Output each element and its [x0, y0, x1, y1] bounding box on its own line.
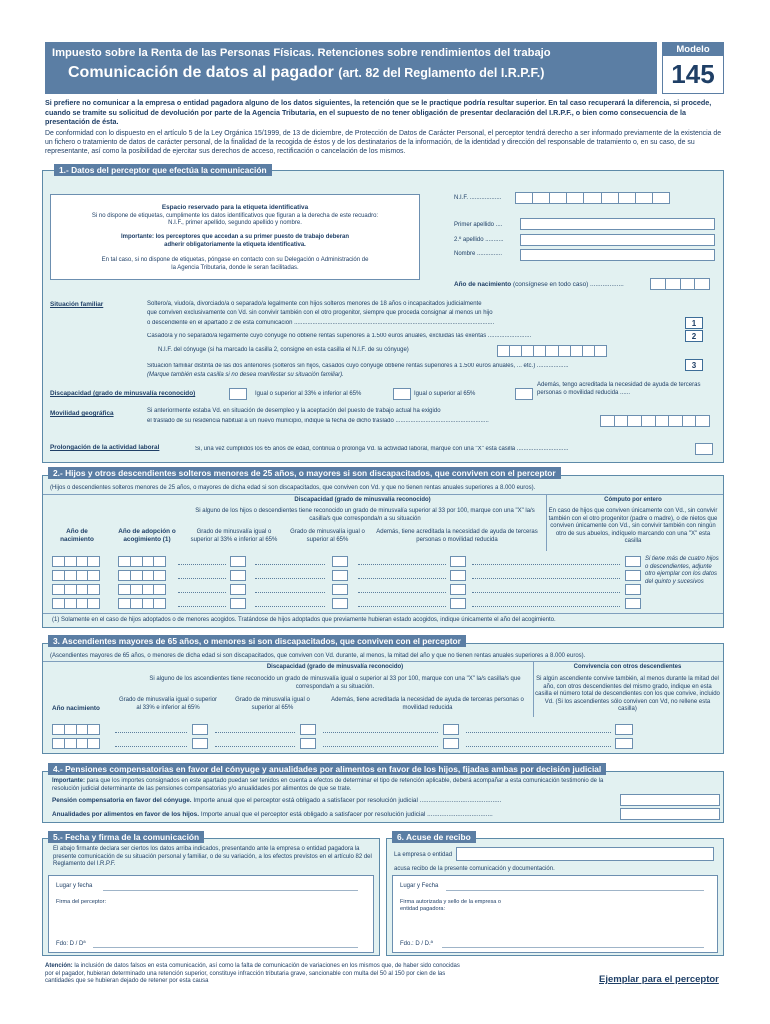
label-box-line2: N.I.F., primer apellido, segundo apellido y nombre. — [168, 220, 302, 226]
s2-disc-head: Discapacidad (grado de minusvalía reconocido) — [294, 497, 431, 503]
discapacidad-33-label: Igual o superior al 33% e inferior al 65% — [255, 391, 362, 397]
s6-fdo-label: Fdo.: D / D.ª — [400, 941, 433, 947]
s4-pension-text: Importe anual que el perceptor está obligado a satisfacer por resolución judicial .............................................. — [193, 797, 502, 804]
s2-disc65-dots — [255, 564, 325, 565]
s6-lugar-line[interactable] — [446, 890, 704, 891]
s3-ayuda-checkbox[interactable] — [443, 738, 459, 749]
intro-lopd: De conformidad con lo dispuesto en el artículo 5 de la Ley Orgánica 15/1999, de 13 de diciembre, de Protección de Datos de Carácter Personal, el perceptor tendrá derecho a ser informado previamente de la existencia de un fichero o tratamiento de datos de carácter personal, de la finalidad de la recogida de éstos y de los destinatarios de la información, de la identidad y dirección del responsable de tratamiento o, en su caso, de su representante, así como la posibilidad de ejercitar sus derechos de acceso, rectificación o cancelación de los mismos. — [45, 130, 722, 155]
s2-disc33-dots — [178, 592, 226, 593]
s5-fdo-line[interactable] — [93, 947, 358, 948]
s6-firma-label: Firma autorizada y sello de la empresa o entidad pagadora: — [400, 899, 502, 912]
label-box-important: Importante: los perceptores que accedan a su primer puesto de trabajo deberan adherir obligatoriamente la etiqueta identificativa. — [120, 234, 350, 248]
situacion-3-line1: Situación familiar distinta de las dos anteriores (solteros sin hijos, casados cuyo cónyuge obtiene rentas superiores a 1.500 euros anuales, ... etc.) ................... — [147, 363, 569, 369]
nacimiento-input[interactable] — [650, 278, 710, 290]
s2-disc65-dots — [255, 592, 325, 593]
nacimiento-hint: (consígnese en todo caso) ................... — [512, 281, 624, 288]
discapacidad-ayuda-checkbox[interactable] — [515, 388, 533, 400]
primer-apellido-input[interactable] — [520, 218, 715, 230]
section-1-title: 1.- Datos del perceptor que efectúa la comunicación — [54, 164, 272, 176]
s2-disc33-dots — [178, 564, 226, 565]
s5-fdo-label: Fdo: D / Dª — [56, 941, 86, 947]
situacion-1-line1: Soltero/a, viudo/a, divorciado/a o separado/a legalmente con hijos solteros menores de 18 años o incapacitados judicialmente — [147, 301, 482, 307]
discapacidad-ayuda-label: Además, tengo acreditada la necesidad de ayuda de terceras personas o movilidad reducida ...... — [537, 382, 701, 396]
nombre-input[interactable] — [520, 249, 715, 261]
anualidades-alimentos-input[interactable] — [620, 808, 720, 820]
s3-ayuda-dots — [323, 746, 438, 747]
label-box-line1: Si no dispone de etiquetas, cumplimente los datos identificativos que figuran a la derecha de este recuadro: — [91, 213, 379, 219]
footer-atencion-text: la inclusión de datos falsos en esta comunicación, así como la falta de comunicación de variaciones en los mismos que, de haber sido conocidas por el pagador, hubieran determinado una retención superior, constituye infracción tributaria grave, sancionable con multa del 50 al 150 por cien de las cantidades que se hubieran dejado de retener por esta causa — [45, 963, 460, 984]
pension-compensatoria-input[interactable] — [620, 794, 720, 806]
s5-lugar-line[interactable] — [103, 890, 358, 891]
nif-conyuge-label: N.I.F. del cónyuge (si ha marcado la casilla 2, consigne en esta casilla el N.I.F. de su cónyuge) — [158, 347, 409, 353]
footer-ejemplar: Ejemplar para el perceptor — [599, 974, 719, 985]
nacimiento-label: Año de nacimiento — [454, 281, 512, 288]
s3-ayuda-checkbox[interactable] — [443, 724, 459, 735]
s2-ayuda-dots — [358, 592, 446, 593]
s2-adopcion-input[interactable] — [118, 570, 166, 581]
s2-computo-checkbox[interactable] — [625, 556, 641, 567]
s2-col-nacimiento: Año de nacimiento — [60, 528, 94, 543]
s3-disc-col1: Grado de minusvalía igual o superior al 33% e inferior al 65% — [118, 697, 218, 711]
s2-disc65-checkbox[interactable] — [332, 584, 348, 595]
discapacidad-65-label: Igual o superior al 65% — [414, 391, 476, 397]
s4-anualidades-text: Importe anual que el perceptor está obligado a satisfacer por resolución judicial ..................................... — [200, 811, 493, 818]
s5-declaracion: El abajo firmante declara ser ciertos los datos arriba indicados, presentando ante la empresa o entidad pagadora la presente comunicación de su situación personal y familiar, o de su variación, a los efectos previstos en el artículo 82 del Reglamento del I.R.P.F. — [53, 846, 372, 867]
s2-computo-dots — [472, 564, 620, 565]
section-2-title: 2.- Hijos y otros descendientes solteros menores de 25 años, o mayores si son discapacitados, que conviven con el perceptor — [48, 467, 561, 479]
s3-conv-input[interactable] — [615, 738, 633, 749]
s2-disc-col3: Además, tiene acreditada la necesidad de ayuda de terceras personas o movilidad reducida — [376, 529, 538, 543]
s2-disc33-checkbox[interactable] — [230, 598, 246, 609]
s3-disc65-dots — [215, 732, 295, 733]
section-3-rule — [43, 661, 723, 662]
s4-anualidades-row — [52, 811, 617, 819]
s2-disc-col1: Grado de minusvalía igual o superior al 33% e inferior al 65% — [190, 529, 278, 543]
s2-disc33-dots — [178, 606, 226, 607]
s2-footnote: (1) Solamente en el caso de hijos adoptados o de menores acogidos. Tratándose de hijos adoptados que previamente hubieran estado acogidos, indique únicamente el año del acogimiento. — [52, 617, 556, 623]
s3-disc-col3: Además, tiene acreditada la necesidad de ayuda de terceras personas o movilidad reducida — [331, 697, 524, 711]
s3-disc33-checkbox[interactable] — [192, 724, 208, 735]
situacion-3-line2: (Marque también esta casilla si no desea manifestar su situación familiar). — [147, 372, 344, 378]
s2-col-adopcion: Año de adopción o acogimiento (1) — [118, 528, 176, 543]
header-title-main: Comunicación de datos al pagador — [68, 64, 334, 81]
s4-anualidades-label: Anualidades por alimentos en favor de los hijos. — [52, 811, 200, 818]
s2-computo-checkbox[interactable] — [625, 584, 641, 595]
section-6-title: 6. Acuse de recibo — [392, 831, 476, 843]
s2-ayuda-checkbox[interactable] — [450, 584, 466, 595]
s2-ayuda-checkbox[interactable] — [450, 598, 466, 609]
s2-side-note: Si tiene más de cuatro hijos o descendientes, adjunte otro ejemplar con los datos del quinto y sucesivos — [645, 556, 719, 585]
situacion-1-line3: o descendiente en el apartado 2 de esta comunicación ........................................................................................................................ — [147, 320, 495, 326]
footer-atencion-label: Atención: — [45, 963, 73, 969]
prolongacion-checkbox[interactable] — [695, 443, 713, 455]
s3-disc-sub: Si alguno de los ascendientes tiene reconocido un grado de minusvalía igual o superior al 33 por 100, marque con una "X" la/s casilla/s que corresponda/n a su situación. — [149, 676, 521, 690]
movilidad-label: Movilidad geográfica — [50, 410, 114, 417]
s3-nacimiento-input[interactable] — [52, 738, 100, 749]
s2-nacimiento-input[interactable] — [52, 598, 100, 609]
s2-disc33-dots — [178, 578, 226, 579]
prolongacion-label: Prolongación de la actividad laboral — [50, 444, 160, 451]
s6-acusa-text: acusa recibo de la presente comunicación y documentación. — [394, 866, 555, 872]
s2-computo-dots — [472, 592, 620, 593]
modelo-number: 145 — [671, 59, 715, 89]
s2-disc-col2: Grado de minusvalía igual o superior al 65% — [290, 529, 365, 543]
s2-disc33-checkbox[interactable] — [230, 584, 246, 595]
section-2-note: (Hijos o descendientes solteros menores de 25 años, o mayores de dicha edad si son discapacitados, que conviven con Vd. y que no tienen rentas anuales superiores a 8.000 euros). — [50, 485, 536, 491]
movilidad-line2: el traslado de su residencia habitual a un nuevo municipio, indique la fecha de dicho traslado ........................................................ — [147, 418, 489, 424]
modelo-label: Modelo — [663, 43, 723, 56]
s6-lugar-label: Lugar y Fecha — [400, 883, 439, 889]
s2-disc33-checkbox[interactable] — [230, 556, 246, 567]
header-title-line1: Impuesto sobre la Renta de las Personas Físicas. Retenciones sobre rendimientos del trabajo — [52, 47, 551, 59]
s4-importante-label: Importante: — [52, 778, 85, 784]
s2-disc33-checkbox[interactable] — [230, 570, 246, 581]
primer-apellido-label: Primer apellido .... — [454, 222, 503, 228]
s4-importante — [52, 778, 612, 793]
s3-disc65-checkbox[interactable] — [300, 738, 316, 749]
s3-disc33-dots — [115, 746, 187, 747]
s4-pension-label: Pensión compensatoria en favor del cónyuge. — [52, 797, 192, 804]
s2-computo-head: Cómputo por entero — [604, 497, 662, 503]
discapacidad-33-checkbox[interactable] — [229, 388, 247, 400]
situacion-1-line2: que conviven exclusivamente con Vd. sin convivir también con el otro progenitor, siempre que proceda consignar al menos un hijo — [147, 310, 493, 316]
s3-disc65-dots — [215, 746, 295, 747]
footer-atencion — [45, 963, 465, 986]
label-box-title: Espacio reservado para la etiqueta identificativa — [161, 204, 309, 211]
s6-empresa-input[interactable] — [456, 847, 714, 861]
s3-conv-text: Si algún ascendiente convive también, al menos durante la mitad del año, con otros descendientes del mismo grado, indique en esta casilla el número total de descendientes con los que convive, incluido Vd. (Si los ascendientes sólo conviven con Vd, no rellene esta casilla) — [535, 676, 720, 712]
s3-disc33-checkbox[interactable] — [192, 738, 208, 749]
section-4-title: 4.- Pensiones compensatorias en favor del cónyuge y anualidades por alimentos en favor de los hijos, fijadas ambas por decisión judicial — [48, 763, 606, 775]
situacion-checkbox-1[interactable]: 1 — [685, 317, 703, 329]
s3-conv-dots — [466, 746, 611, 747]
s2-nacimiento-input[interactable] — [52, 556, 100, 567]
nif-input[interactable] — [515, 192, 670, 204]
s2-ayuda-dots — [358, 578, 446, 579]
nif-conyuge-input[interactable] — [497, 345, 607, 357]
section-2-rule — [43, 494, 723, 495]
s3-disc33-dots — [115, 732, 187, 733]
prolongacion-text: Si, una vez cumplidos los 65 años de edad, continúa o prolonga Vd. la actividad laboral, marque con una "X" esta casilla ............................... — [195, 446, 569, 452]
s4-pension-row — [52, 797, 617, 805]
s2-disc65-dots — [255, 578, 325, 579]
section-3-title: 3. Ascendientes mayores de 65 años, o menores si son discapacitados, que conviven con el perceptor — [48, 635, 466, 647]
s3-disc-col2: Grado de minusvalía igual o superior al 65% — [235, 697, 310, 711]
s6-signature-area — [392, 875, 718, 953]
s4-importante-text: para que los importes consignados en este apartado puedan ser tenidos en cuenta a efectos de determinar el tipo de retención aplicable, deberá acompañar a esta comunicación testimonio de la resolución judicial determinante de las pensiones compensatorias y/o anualidades por alimentos de que se trate. — [52, 778, 604, 792]
s2-ayuda-dots — [358, 564, 446, 565]
s5-lugar-label: Lugar y fecha — [56, 883, 93, 889]
s2-disc65-checkbox[interactable] — [332, 598, 348, 609]
s3-conv-input[interactable] — [615, 724, 633, 735]
s2-foot-rule — [43, 613, 723, 614]
discapacidad-label: Discapacidad (grado de minusvalía reconocido) — [50, 390, 196, 397]
nombre-label: Nombre ............... — [454, 251, 503, 257]
s3-nacimiento-input[interactable] — [52, 724, 100, 735]
s2-computo-checkbox[interactable] — [625, 598, 641, 609]
s3-conv-dots — [466, 732, 611, 733]
s2-computo-dots — [472, 578, 620, 579]
s2-disc65-dots — [255, 606, 325, 607]
situacion-checkbox-3[interactable]: 3 — [685, 359, 703, 371]
s3-ayuda-dots — [323, 732, 438, 733]
header-title-line2 — [68, 64, 658, 82]
section-3-note: (Ascendientes mayores de 65 años, o menores de dicha edad si son discapacitados, que conviven con Vd. durante, al menos, la mitad del año y que no tienen rentas anuales superiores a 8.000 euros). — [50, 653, 586, 659]
s2-ayuda-checkbox[interactable] — [450, 570, 466, 581]
discapacidad-65-checkbox[interactable] — [393, 388, 411, 400]
s3-col-nacimiento: Año nacimiento — [52, 705, 100, 712]
s2-computo-dots — [472, 606, 620, 607]
modelo-box — [662, 42, 724, 94]
s5-firma-label: Firma del perceptor: — [56, 899, 107, 905]
s2-nacimiento-input[interactable] — [52, 570, 100, 581]
s2-adopcion-input[interactable] — [118, 584, 166, 595]
header-title-suffix: (art. 82 del Reglamento del I.R.P.F.) — [338, 66, 545, 80]
s5-signature-area — [48, 875, 374, 953]
situacion-checkbox-2[interactable]: 2 — [685, 330, 703, 342]
segundo-apellido-label: 2.º apellido ........... — [454, 237, 504, 243]
s3-col-divider — [533, 661, 534, 717]
s2-disc65-checkbox[interactable] — [332, 556, 348, 567]
movilidad-line1: Si anteriormente estaba Vd. en situación de desempleo y la aceptación del puesto de trabajo actual ha exigido — [147, 408, 441, 414]
s2-ayuda-dots — [358, 606, 446, 607]
s2-disc-sub: Si alguno de los hijos o descendientes tiene reconocido un grado de minusvalía superior al 33 por 100, marque con una "X" la/s casilla/s que corresponda/n a su situación — [195, 508, 535, 522]
label-box-line3: En tal caso, si no dispone de etiquetas, póngase en contacto con su Delegación o Administración de la Agencia Tributaria, donde le seran facilitadas. — [101, 257, 369, 271]
s6-empresa-label: La empresa o entidad — [394, 852, 453, 858]
situacion-2-line: Casado/a y no separado/a legalmente cuyo cónyuge no obtiene rentas superiores a 1.500 euros anuales, excluidas las exentas .......................... — [147, 333, 532, 339]
section-5-title: 5.- Fecha y firma de la comunicación — [48, 831, 204, 843]
s3-conv-head: Convivencia con otros descendientes — [573, 664, 682, 670]
s3-disc-head: Discapacidad (grado de minusvalía reconocido) — [266, 664, 404, 670]
s6-fdo-line[interactable] — [442, 947, 704, 948]
situacion-familiar-label: Situación familiar — [50, 301, 104, 308]
s2-computo-text: En caso de hijos que conviven únicamente con Vd., sin convivir también con el otro progenitor (padre o madre), o de nietos que conviven únicamente con Vd., sin convivir también con ningún otro de sus abuelos, indíquelo marcando con una "X" esta casilla — [548, 508, 718, 544]
nif-label: N.I.F. ................... — [454, 195, 502, 201]
s2-computo-checkbox[interactable] — [625, 570, 641, 581]
s2-adopcion-input[interactable] — [118, 598, 166, 609]
s2-col-divider — [546, 494, 547, 551]
s2-disc65-checkbox[interactable] — [332, 570, 348, 581]
s3-disc65-checkbox[interactable] — [300, 724, 316, 735]
s2-ayuda-checkbox[interactable] — [450, 556, 466, 567]
intro-warning: Si prefiere no comunicar a la empresa o entidad pagadora alguno de los datos siguientes, la retención que se le practique podría resultar superior. En tal caso recuperará la diferencia, si procede, cuando se tramite su solicitud de devolución por parte de la Agencia Tributaria, en el supuesto de no tener obligación de presentar declaración del I.R.P.F., o bien como consecuencia de la presentación de ésta. — [45, 98, 712, 126]
s2-nacimiento-input[interactable] — [52, 584, 100, 595]
movilidad-fecha-input[interactable] — [600, 415, 710, 427]
s2-adopcion-input[interactable] — [118, 556, 166, 567]
nacimiento-row — [454, 281, 624, 289]
segundo-apellido-input[interactable] — [520, 234, 715, 246]
